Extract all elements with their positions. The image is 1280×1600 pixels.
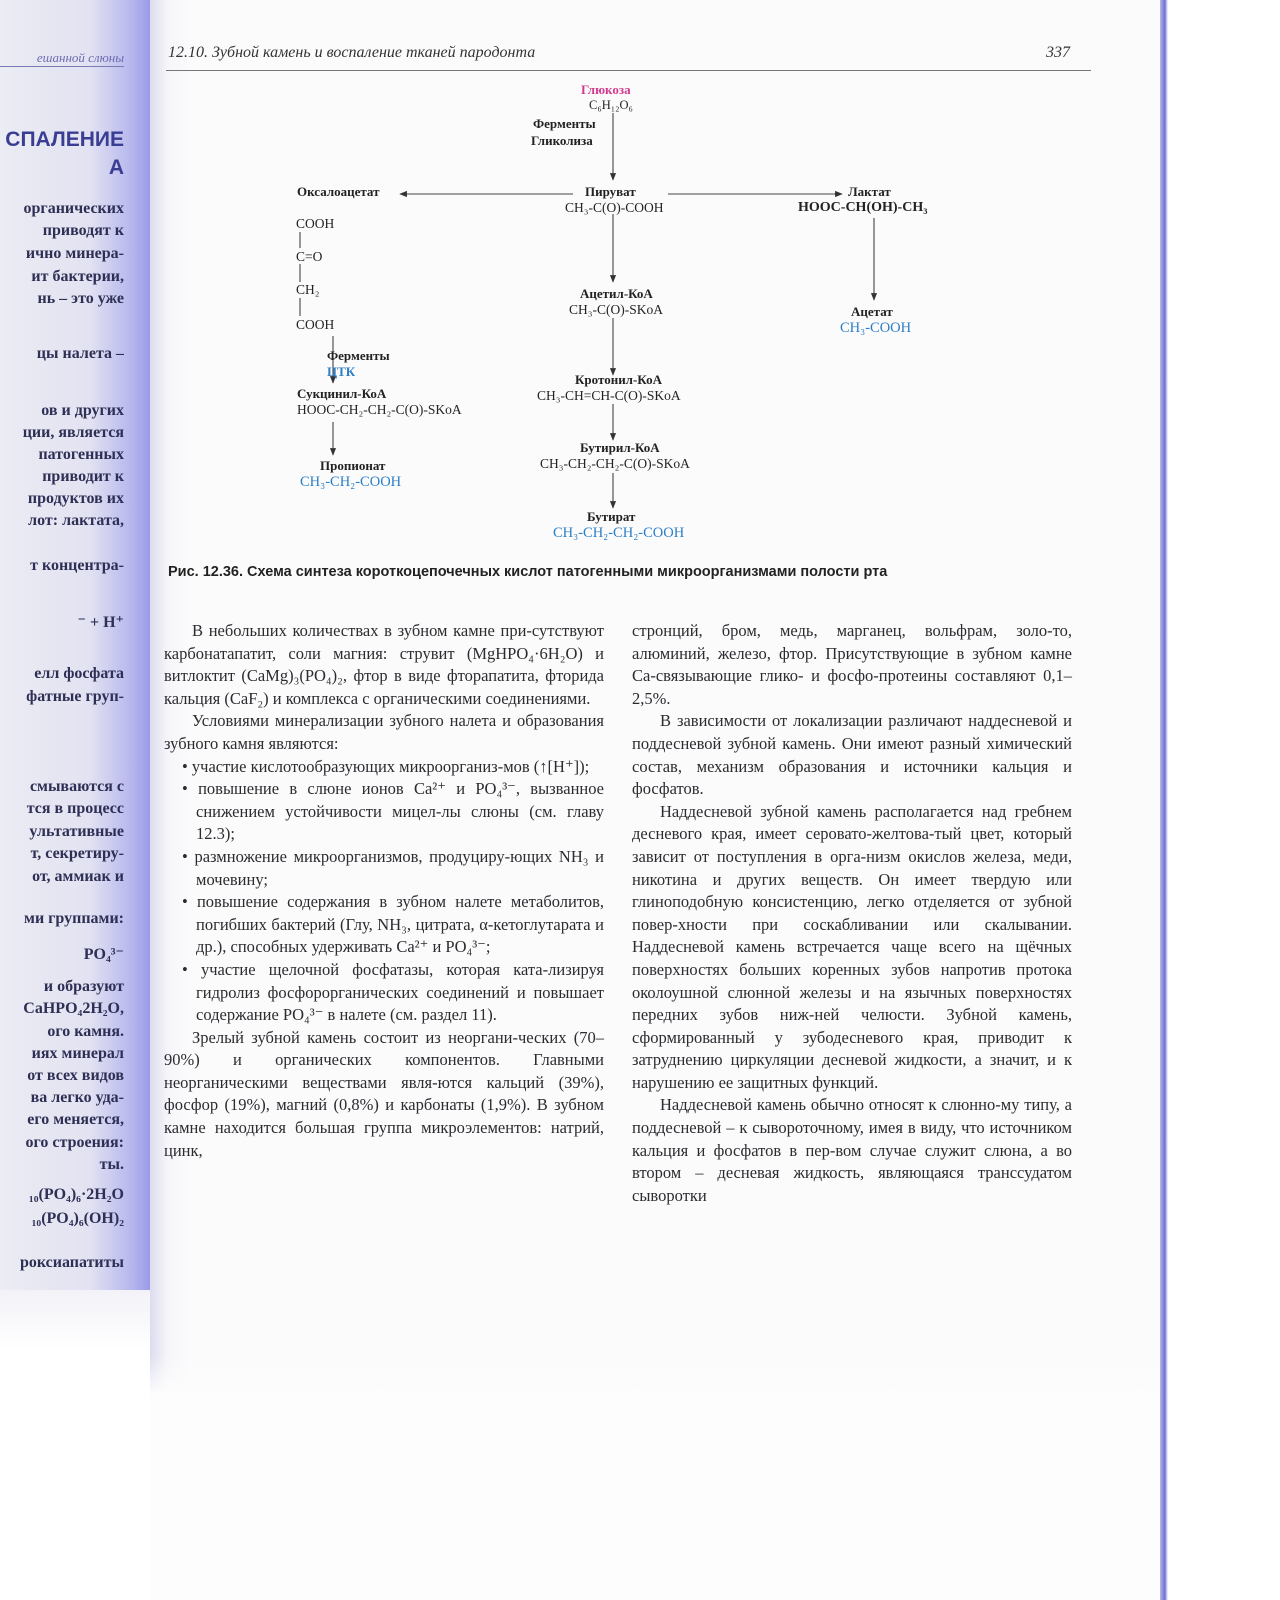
prev-page-line: фатные груп- [26, 688, 124, 705]
prev-page-line: CaHPO₄2H₂O, [23, 1000, 124, 1017]
bullet-text: размножение микроорганизмов, продуциру-ющих NH₃ и мочевину; [194, 846, 604, 889]
paragraph: стронций, бром, медь, марганец, вольфрам, золо-то, алюминий, железо, фтор. Присутствующие в зубном камне Са-связывающие глико- и фосфо-протеины составляют 0,1–2,5%. [632, 621, 1072, 708]
acetate-label: Ацетат [851, 304, 893, 319]
bullet-item: • повышение в слюне ионов Ca²⁺ и PO₄³⁻, вызванное снижением устойчивости мицел-лы слюны (см. главу 12.3); [182, 779, 605, 844]
prev-page-line: ми группами: [24, 910, 124, 927]
prev-page-line: т концентра- [30, 557, 124, 574]
prev-page-line: от всех видов [27, 1067, 124, 1084]
text-column-left [164, 620, 604, 1162]
prev-page-line: елл фосфата [34, 665, 124, 682]
prev-page-line: ты. [99, 1156, 124, 1173]
paragraph: Условиями минерализации зубного налета и образования зубного камня являются: [164, 711, 604, 753]
prev-page-line: ит бактерии, [31, 268, 124, 285]
tca-enzymes-label: Ферменты [327, 348, 390, 363]
prev-page-line: органических [23, 200, 124, 217]
prev-page-header: ешанной слюны [0, 50, 124, 67]
page-bottom [150, 1355, 1165, 1600]
paragraph: Наддесневой зубной камень располагается над гребнем десневого края, имеет серовато-желтова-тый цвет, который зависит от поступления в орга-низм окислов железа, меди, никотина и других веществ. Он имеет твердую или глиноподобную консистенцию, легко отделяется от зубной повер-хности при соскабливании или скалывании. Наддесневой камень встречается чаще всего на щёчных поверхностях больших коренных зубов напротив протока околоушной слюнной железы и на язычных поверхностях передних зубов ниж-ней челюсти. Зубной камень, сформированный у зубодесневого края, приводит к затруднению циркуляции десневой жидкости, а значит, и к нарушению ее защитных функций. [632, 801, 1072, 1092]
butyrate-formula: CH₃-CH₂-CH₂-COOH [553, 525, 685, 541]
bullet-text: повышение в слюне ионов Ca²⁺ и PO₄³⁻, вызванное снижением устойчивости мицел-лы слюны (см. главу 12.3); [196, 779, 605, 844]
prev-page-line: нь – это уже [37, 290, 124, 307]
pyruvate-formula: CH₃-C(O)-COOH [565, 200, 664, 215]
oxaloacetate-label: Оксалоацетат [297, 184, 380, 199]
oxaloacetate-cooh-2: COOH [296, 317, 335, 332]
figure-caption: Рис. 12.36. Схема синтеза короткоцепочечных кислот патогенными микроорганизмами полости рта [168, 564, 888, 580]
bullet-item: • участие кислотообразующих микроорганиз-мов (↑[H⁺]); [182, 756, 590, 776]
prev-page-line: ого строения: [25, 1134, 124, 1151]
acetyl-label: Ацетил-КоА [580, 286, 653, 301]
diagram-arrows [0, 0, 1280, 560]
butyrate-label: Бутират [587, 509, 636, 524]
butyryl-label: Бутирил-КоА [580, 440, 660, 455]
prev-heading-line-2: А [108, 156, 124, 179]
acetate-formula: CH₃-COOH [840, 320, 912, 336]
prev-page-line: ₁₀(PO₄)₆·2H₂O [28, 1186, 124, 1203]
enzymes-label: Ферменты [533, 116, 596, 131]
bullet-text: участие кислотообразующих микроорганиз-мов (↑[H⁺]); [191, 756, 590, 776]
pyruvate-label: Пируват [585, 184, 636, 199]
bullet-item: • участие щелочной фосфатазы, которая ката-лизируя гидролиз фосфорорганических соединений и повышает содержание PO₄³⁻ в налете (см. раздел 11). [182, 959, 605, 1025]
prev-page-line: т, секретиру- [30, 845, 124, 862]
succinyl-formula: HOOC-CH₂-CH₂-C(O)-SKoA [297, 402, 462, 417]
prev-page-line: ультативные [29, 823, 124, 840]
prev-page-line: ва легко уда- [30, 1089, 124, 1106]
prev-page-line: от, аммиак и [32, 868, 124, 885]
prev-page-line: ично минера- [25, 245, 124, 262]
running-header-title: 12.10. Зубной камень и воспаление тканей пародонта [168, 44, 536, 61]
oxaloacetate-ch2: CH₂ [296, 282, 320, 297]
paragraph: В небольших количествах в зубном камне при-сутствуют карбонатапатит, соли магния: струвит (MgHPO₄·6H₂O) и витлоктит (CaMg)₃(PO₄)₂, фтор в виде фторапатита, фторида кальция (CaF₂) и комплекса с органическими соединениями. [164, 621, 604, 708]
prev-page-line: ⁻ + H⁺ [77, 614, 124, 631]
propionate-label: Пропионат [320, 458, 386, 473]
bullet-text: участие щелочной фосфатазы, которая ката-лизируя гидролиз фосфорорганических соединений и повышает содержание PO₄³⁻ в налете (см. раздел 11). [196, 959, 605, 1025]
lactate-formula: HOOC-CH(OH)-CH₃ [798, 200, 928, 215]
succinyl-label: Сукцинил-КоА [297, 386, 387, 401]
propionate-formula: CH₃-CH₂-COOH [300, 474, 402, 490]
bullet-item: • размножение микроорганизмов, продуциру-ющих NH₃ и мочевину; [182, 846, 604, 889]
prev-page-line: тся в процесс [26, 800, 124, 817]
butyryl-formula: CH₃-CH₂-CH₂-C(O)-SKoA [540, 456, 690, 471]
prev-page-line: ого камня. [47, 1023, 124, 1040]
prev-page-line: иях минерал [31, 1045, 124, 1062]
oxaloacetate-cooh-1: COOH [296, 216, 335, 231]
glucose-label: Глюкоза [581, 82, 631, 97]
prev-page-line: его меняется, [27, 1111, 124, 1128]
oxaloacetate-co: C=O [296, 249, 323, 264]
prev-page-line: ₁₀(PO₄)₆(OH)₂ [31, 1210, 124, 1227]
prev-page-line: продуктов их [27, 490, 124, 507]
prev-page-line: приводят к [42, 222, 124, 239]
paragraph: Зрелый зубной камень состоит из неоргани-ческих (70–90%) и органических компонентов. Главными неорганическими веществами явля-ются кальций (39%), фосфор (19%), магний (0,8%) и карбонаты (1,9%). В зубном камне находится большая группа микроэлементов: натрий, цинк, [164, 1027, 604, 1160]
glucose-formula: C₆H₁₂O₆ [589, 98, 633, 112]
crotonyl-label: Кротонил-КоА [575, 372, 662, 387]
tca-label: ЦТК [327, 364, 356, 379]
prev-page-line: смываются с [29, 778, 124, 795]
page-number: 337 [1046, 44, 1070, 61]
prev-page-line: роксиапатиты [19, 1254, 124, 1271]
prev-page-line: патогенных [38, 446, 124, 463]
prev-page-line: PO₄³⁻ [83, 946, 124, 963]
bullet-item: • повышение содержания в зубном налете метаболитов, погибших бактерий (Глу, NH₃, цитрата, α-кетоглутарата и др.), способных удерживать Ca²⁺ и PO₄³⁻; [182, 892, 605, 957]
prev-page-line: ов и других [41, 402, 124, 419]
prev-page-line: лот: лактата, [28, 512, 124, 529]
prev-page-line: и образуют [43, 978, 124, 995]
prev-page-line: ции, является [22, 424, 124, 441]
bullet-text: повышение содержания в зубном налете метаболитов, погибших бактерий (Глу, NH₃, цитрата, α-кетоглутарата и др.), способных удерживать Ca²⁺ и PO₄³⁻; [196, 892, 605, 957]
paragraph: В зависимости от локализации различают наддесневой и поддесневой зубной камень. Они имеют разный химический состав, механизм образования и источники кальция и фосфатов. [632, 711, 1072, 799]
prev-heading-line-1: СПАЛЕНИЕ [5, 128, 124, 151]
prev-page-line: приводит к [42, 468, 124, 485]
acetyl-formula: CH₃-C(O)-SKoA [569, 302, 663, 317]
paragraph: Наддесневой камень обычно относят к слюнно-му типу, а поддесневой – к сывороточному, имея в виду, что источником кальция и фосфатов в пер-вом случае служит слюна, а во втором – десневая жидкость, являющаяся транссудатом сыворотки [632, 1095, 1072, 1205]
text-column-right [632, 620, 1072, 1207]
glycolysis-label: Гликолиза [531, 133, 593, 148]
lactate-label: Лактат [848, 184, 891, 199]
crotonyl-formula: CH₃-CH=CH-C(O)-SKoA [537, 388, 681, 403]
gutter-bottom [0, 1290, 150, 1600]
prev-page-line: цы налета – [36, 345, 124, 362]
